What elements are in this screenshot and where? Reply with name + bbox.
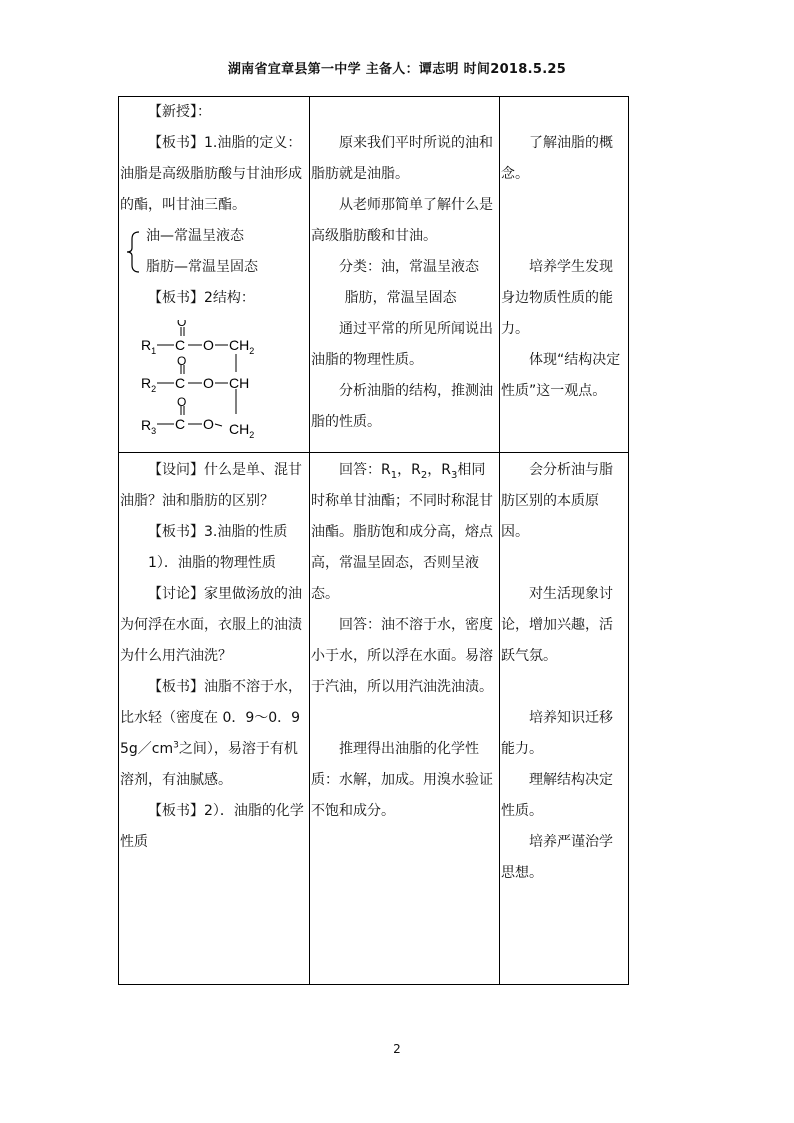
r3-label: $R_3$ [141, 417, 157, 436]
r2-label: $R_2$ [141, 375, 157, 394]
student-text: 分析油脂的结构，推测油脂的性质。 [311, 383, 493, 430]
structure-label: 2结构： [204, 290, 255, 306]
student-answer: 回答：油不溶于水，密度小于水，所以浮在水面。易溶于汽油，所以用汽油洗油渍。 [311, 617, 493, 695]
student-answer: 推理得出油脂的化学性质：水解，加成。用溴水验证不饱和成分。 [311, 741, 493, 819]
student-text: 从老师那简单了解什么是高级脂肪酸和甘油。 [311, 197, 493, 244]
chemical-properties-heading: 2）．油脂的化学性质 [120, 803, 304, 850]
intent-text: 培养学生发现身边物质性质的能力。 [501, 259, 613, 337]
student-text: 原来我们平时所说的油和脂肪就是油脂。 [311, 135, 493, 182]
physical-properties-text: 油脂不溶于水，比水轻（密度在 0．9～0．$95g/cm^3$之间），易溶于有机溶剂，有油腻感。 [120, 679, 302, 788]
brace-icon [126, 229, 140, 275]
discussion-tag: 【讨论】 [148, 586, 204, 602]
intent-text: 理解结构决定性质。 [501, 772, 613, 819]
oil-liquid-line: 油—常温呈液态 [146, 228, 244, 244]
carbon-2: C [175, 375, 186, 391]
student-text: 分类：油，常温呈液态 [339, 259, 479, 275]
r1-label: $R_1$ [141, 337, 157, 356]
fat-solid-line: 脂肪—常温呈固态 [146, 259, 258, 275]
board-tag: 【板书】 [148, 679, 204, 695]
page-header: 湖南省宜章县第一中学 主备人：谭志明 时间2018.5.25 [227, 62, 567, 77]
ester-o-3: O [203, 416, 214, 432]
board-tag: 【板书】 [148, 524, 204, 540]
triglyceride-structure [140, 320, 270, 440]
carbon-1: C [175, 337, 186, 353]
ch-middle: CH [229, 375, 250, 391]
teacher-activity-cell [119, 453, 310, 985]
intent-text: 体现“结构决定性质”这一观点。 [501, 352, 621, 399]
ch2-top: $CH_2$ [229, 337, 255, 356]
carbonyl-o-1: O [177, 320, 187, 329]
teacher-activity-cell [119, 97, 310, 453]
table-row [119, 453, 629, 985]
design-intent-cell [500, 97, 629, 453]
ester-o-1: O [203, 337, 214, 353]
physical-properties-heading: 1）．油脂的物理性质 [148, 555, 276, 571]
student-text: 脂肪，常温呈固态 [344, 290, 457, 306]
classification-brace [120, 221, 307, 283]
question-text: 什么是单、混甘油脂？油和脂肪的区别？ [120, 462, 302, 509]
board-tag: 【板书】 [148, 803, 204, 819]
board-tag: 【板书】 [148, 290, 204, 306]
intent-text: 对生活现象讨论，增加兴趣，活跃气氛。 [501, 586, 613, 664]
carbon-3: C [175, 416, 186, 432]
question-tag: 【设问】 [148, 462, 204, 478]
carbonyl-o-2: O [177, 354, 187, 368]
carbonyl-o-3: O [177, 395, 187, 409]
student-activity-cell [310, 453, 500, 985]
student-activity-cell [310, 97, 500, 453]
discussion-text: 家里做汤放的油为何浮在水面，衣服上的油渍为什么用汽油洗？ [120, 586, 302, 664]
lesson-table [118, 96, 629, 985]
ch2-bottom: $CH_2$ [229, 421, 255, 440]
intent-text: 培养知识迁移能力。 [501, 710, 613, 757]
ester-o-2: O [203, 375, 214, 391]
intent-text: 培养严谨治学思想。 [501, 834, 613, 881]
student-answer: 回答：$R_1$，$R_2$，$R_3$相同时称单甘油酯；不同时称混甘油酯。脂肪饱和成分高，熔点高，常温呈固态，否则呈液态。 [311, 462, 493, 602]
student-text: 通过平常的所见所闻说出油脂的物理性质。 [311, 321, 493, 368]
design-intent-cell [500, 453, 629, 985]
table-row [119, 97, 629, 453]
new-lesson-heading: 【新授】： [148, 104, 211, 120]
oil-definition: 1.油脂的定义：油脂是高级脂肪酸与甘油形成的酯，叫甘油三酯。 [120, 135, 302, 213]
intent-text: 了解油脂的概念。 [501, 135, 613, 182]
page-number: 2 [393, 1042, 401, 1056]
board-tag: 【板书】 [148, 135, 204, 151]
intent-text: 会分析油与脂肪区别的本质原因。 [501, 462, 613, 540]
properties-heading: 3.油脂的性质 [204, 524, 288, 540]
